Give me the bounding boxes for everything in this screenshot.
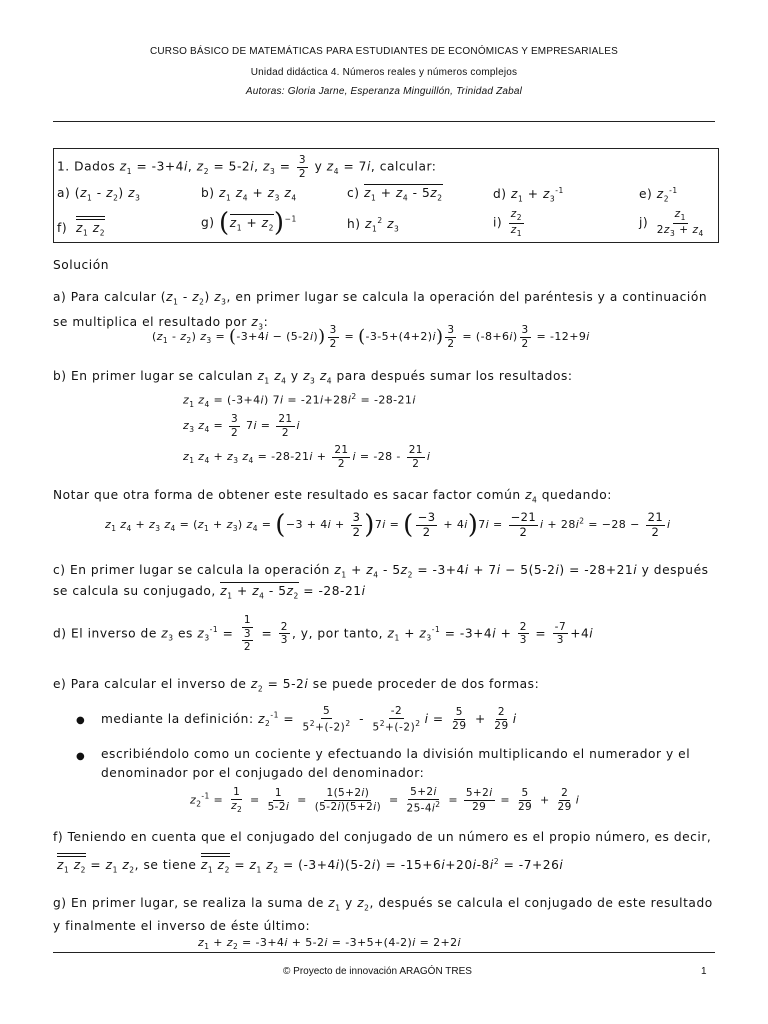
item-i: i) $\frac{z_2}{z_1}$ — [493, 208, 523, 238]
page-number: 1 — [701, 966, 707, 977]
bullet-2: ● — [76, 751, 85, 762]
bullet-1: ● — [76, 715, 85, 726]
footer-project: © Proyecto de innovación ARAGÓN TRES — [283, 966, 472, 977]
solution-c-line1: c) En primer lugar se calcula la operación $z_1 + z_4 - 5z_2 = -3+4i + 7i - 5(5-2i) = -28+21i$ y después — [53, 563, 709, 580]
solution-d: d) El inverso de $z_3$ es $z_3^{-1}$ = $\frac{1}{\frac{3}{2}}$ = $\frac{2}{3}$ , y, por tanto, $z_1 + z_3^{-1} = -3+4i$ + $\frac{2}{3}$ = $\frac{-7}{3}$ +4i — [53, 614, 594, 653]
solution-e-text: e) Para calcular el inverso de $z_2 = 5-2i$ se puede proceder de dos formas: — [53, 677, 540, 694]
solution-b-eq2: $z_3$ $z_4$ = $\frac{3}{2}$ 7i = $\frac{21}{2}$ i — [183, 413, 300, 439]
solution-e-quotient-eq: $z_2^{-1}$ = $\frac{1}{z_2}$ = $\frac{1}{5-2i}$ = $\frac{1(5+2i)}{(5-2i)(5+2i)}$ = $\frac{5+2i}{25-4i^2}$ = $\frac{5+2i}{29}$ = $\frac{5}{29}$ + $\frac{2}{29}$ i — [190, 786, 580, 814]
item-e: e) $z_2^{-1}$ — [639, 186, 678, 204]
authors: Autoras: Gloria Jarne, Esperanza Minguillón, Trinidad Zabal — [245, 86, 523, 97]
solution-f-text: f) Teniendo en cuenta que el conjugado del conjugado de un número es el propio número, es decir, — [53, 830, 712, 844]
solution-b-text: b) En primer lugar se calculan $z_1$ $z_4$ y $z_3$ $z_4$ para después sumar los resultados: — [53, 369, 573, 386]
solution-title: Solución — [53, 258, 109, 272]
solution-e-quotient-text: escribiéndolo como un cociente y efectuando la división multiplicando el numerador y el denominador por el conjugado del denominador: — [101, 747, 691, 780]
item-c: c) $z_1 + z_4 - 5z_2$ — [347, 186, 443, 203]
item-d: d) $z_1 + z_3^{-1}$ — [493, 186, 564, 204]
header-rule — [53, 121, 715, 122]
solution-note-equation: $z_1$ $z_4 + z_3$ $z_4 = (z_1 + z_3) z_4 = (-3 + 4i$ + $\frac{3}{2}$ )7i = ( $\frac{-3}{2}$ + 4i)7i = $\frac{-21}{2}$ $i + 28i^2 = -28$ − $\frac{21}{2}$ i — [105, 510, 671, 540]
solution-c-line2: se calcula su conjugado, $z_1 + z_4 - 5z_2 = -28-21i$ — [53, 584, 366, 601]
solution-b-eq3: $z_1$ $z_4 + z_3$ $z_4 = -28-21i$ + $\frac{21}{2}$ i = -28 - $\frac{21}{2}$ i — [183, 444, 431, 470]
item-j: j) $\frac{z_1}{2z_3 + z_4}$ — [639, 208, 704, 238]
solution-b-eq1: $z_1$ $z_4 = (-3+4i) 7i = -21i+28i^2 = -28-21i$ — [183, 392, 416, 409]
solution-g-text: g) En primer lugar, se realiza la suma de $z_1$ y $z_2$, después se calcula el conjugado de este resultado y finalmente el inverso de éste último: — [53, 896, 713, 934]
item-b: b) $z_1$ $z_4 + z_3$ $z_4$ — [201, 186, 297, 203]
solution-a-equation: $(z_1 - z_2) z_3 = (-3+4i - (5-2i))$ $\frac{3}{2}$ = (-3-5+(4+2)i) $\frac{3}{2}$ = (-8+6i) $\frac{3}{2}$ = -12+9i — [152, 324, 590, 350]
solution-note-text: Notar que otra forma de obtener este resultado es sacar factor común $z_4$ quedando: — [53, 488, 612, 505]
unit-title: Unidad didáctica 4. Números reales y números complejos — [250, 67, 518, 78]
solution-f-equation: $z_1$ $z_2 = z_1$ $z_2$, se tiene $z_1$ $z_2 = z_1$ $z_2 = (-3+4i)(5-2i) = -15+6i+20i-8i^2 = -7+26i$ — [57, 853, 563, 874]
footer-rule — [53, 952, 715, 953]
course-title: CURSO BÁSICO DE MATEMÁTICAS PARA ESTUDIANTES DE ECONÓMICAS Y EMPRESARIALES — [149, 46, 619, 57]
problem-statement: 1. Dados $z_1 = -3+4i$, $z_2 = 5-2i$, $z_3$ = $\frac{3}{2}$ y $z_4 = 7i$, calcular: — [57, 154, 437, 180]
solution-g-equation: $z_1 + z_2 = -3+4i + 5-2i = -3+5+(4-2)i = 2+2i$ — [198, 936, 461, 952]
solution-e-definition: mediante la definición: $z_2^{-1}$ = $\frac{5}{5^2+(-2)^2}$ - $\frac{-2}{5^2+(-2)^2}$ i = $\frac{5}{29}$ + $\frac{2}{29}$ i — [101, 705, 517, 733]
item-f: f) $z_1$ $z_2$ — [57, 216, 105, 237]
item-g: g) $(z_1 + z_2)^{-1}$ — [201, 208, 297, 238]
solution-a-text: a) Para calcular $(z_1 - z_2)$ $z_3$, en primer lugar se calcula la operación del paréntesis y a continuación se multiplica el resultado por $z_3$: — [53, 290, 708, 332]
item-h: h) $z_1^2$ $z_3$ — [347, 216, 400, 234]
item-a: a) $(z_1 - z_2)$ $z_3$ — [57, 186, 141, 203]
